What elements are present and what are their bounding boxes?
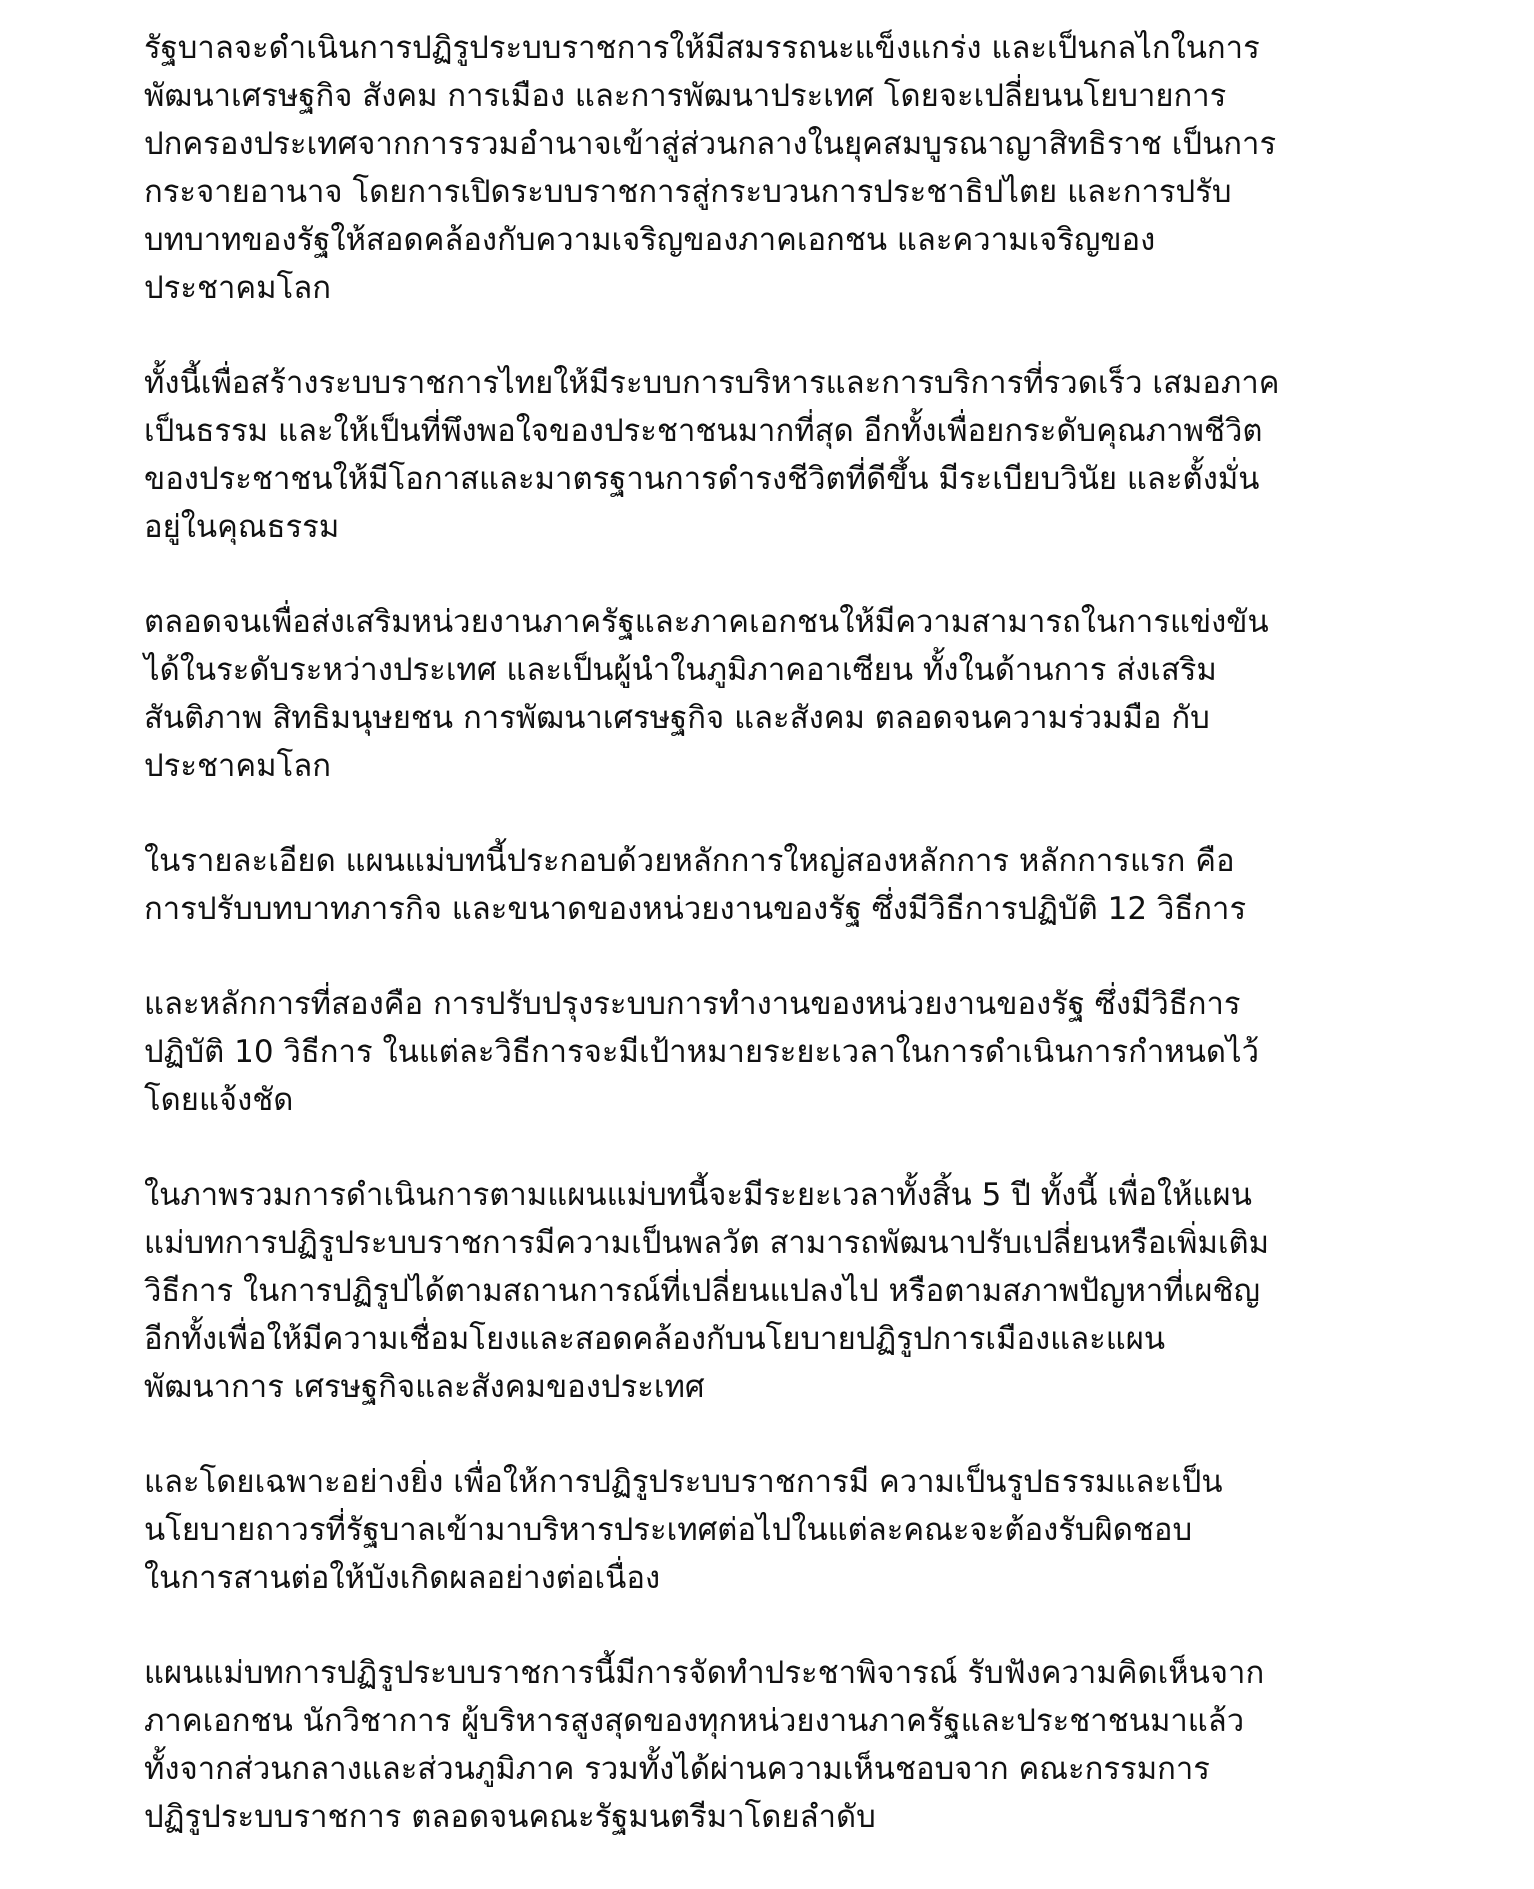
- text-line: ตลอดจนเพื่อส่งเสริมหน่วยงานภาครัฐและภาคเอกชนให้มีความสามารถในการแข่งขัน: [144, 604, 1269, 640]
- document-body: [144, 24, 1414, 1888]
- text-line: สันติภาพ สิทธิมนุษยชน การพัฒนาเศรษฐกิจ และสังคม ตลอดจนความร่วมมือ กับ: [144, 700, 1210, 736]
- text-line: ทั้งจากส่วนกลางและส่วนภูมิภาค รวมทั้งได้ผ่านความเห็นชอบจาก คณะกรรมการ: [144, 1751, 1210, 1787]
- text-line: ปฏิบัติ 10 วิธีการ ในแต่ละวิธีการจะมีเป้าหมายระยะเวลาในการดำเนินการกำหนดไว้: [144, 1034, 1260, 1070]
- text-line: รัฐบาลจะดำเนินการปฏิรูประบบราชการให้มีสมรรถนะแข็งแกร่ง และเป็นกลไกในการ: [144, 30, 1260, 66]
- text-line: การปรับบทบาทภารกิจ และขนาดของหน่วยงานของรัฐ ซึ่งมีวิธีการปฏิบัติ 12 วิธีการ: [144, 891, 1247, 927]
- paragraph: [144, 837, 1414, 933]
- text-line: อยู่ในคุณธรรม: [144, 509, 340, 545]
- text-line: แม่บทการปฏิรูประบบราชการมีความเป็นพลวัต สามารถพัฒนาปรับเปลี่ยนหรือเพิ่มเติม: [144, 1225, 1270, 1261]
- text-line: กระจายอานาจ โดยการเปิดระบบราชการสู่กระบวนการประชาธิปไตย และการปรับ: [144, 174, 1232, 210]
- paragraph: [144, 24, 1414, 312]
- text-line: ในการสานต่อให้บังเกิดผลอย่างต่อเนื่อง: [144, 1560, 661, 1596]
- text-line: บทบาทของรัฐให้สอดคล้องกับความเจริญของภาคเอกชน และความเจริญของ: [144, 222, 1156, 258]
- text-line: และหลักการที่สองคือ การปรับปรุงระบบการทำงานของหน่วยงานของรัฐ ซึ่งมีวิธีการ: [144, 986, 1241, 1022]
- text-line: ของประชาชนให้มีโอกาสและมาตรฐานการดำรงชีวิตที่ดีขึ้น มีระเบียบวินัย และตั้งมั่น: [144, 461, 1260, 497]
- text-line: และโดยเฉพาะอย่างยิ่ง เพื่อให้การปฏิรูประบบราชการมี ความเป็นรูปธรรมและเป็น: [144, 1464, 1223, 1500]
- text-line: ทั้งนี้เพื่อสร้างระบบราชการไทยให้มีระบบการบริหารและการบริการที่รวดเร็ว เสมอภาค: [144, 365, 1280, 401]
- text-line: ปฏิรูประบบราชการ ตลอดจนคณะรัฐมนตรีมาโดยลำดับ: [144, 1799, 876, 1835]
- text-line: พัฒนาการ เศรษฐกิจและสังคมของประเทศ: [144, 1369, 705, 1405]
- text-line: ประชาคมโลก: [144, 748, 332, 784]
- text-line: แผนแม่บทการปฏิรูประบบราชการนี้มีการจัดทำประชาพิจารณ์ รับฟังความคิดเห็นจาก: [144, 1655, 1265, 1691]
- text-line: ปกครองประเทศจากการรวมอำนาจเข้าสู่ส่วนกลางในยุคสมบูรณาญาสิทธิราช เป็นการ: [144, 126, 1277, 162]
- text-line: ในภาพรวมการดำเนินการตามแผนแม่บทนี้จะมีระยะเวลาทั้งสิ้น 5 ปี ทั้งนี้ เพื่อให้แผน: [144, 1177, 1252, 1213]
- text-line: นโยบายถาวรที่รัฐบาลเข้ามาบริหารประเทศต่อไปในแต่ละคณะจะต้องรับผิดชอบ: [144, 1512, 1193, 1548]
- paragraph: [144, 359, 1414, 551]
- text-line: พัฒนาเศรษฐกิจ สังคม การเมือง และการพัฒนาประเทศ โดยจะเปลี่ยนนโยบายการ: [144, 78, 1227, 114]
- paragraph: [144, 598, 1414, 790]
- paragraph: [144, 1458, 1414, 1602]
- text-line: ในรายละเอียด แผนแม่บทนี้ประกอบด้วยหลักการใหญ่สองหลักการ หลักการแรก คือ: [144, 843, 1235, 879]
- paragraph: [144, 980, 1414, 1124]
- paragraph: [144, 1171, 1414, 1411]
- text-line: ได้ในระดับระหว่างประเทศ และเป็นผู้นำในภูมิภาคอาเซียน ทั้งในด้านการ ส่งเสริม: [144, 652, 1217, 688]
- paragraph: [144, 1649, 1414, 1841]
- text-line: อีกทั้งเพื่อให้มีความเชื่อมโยงและสอดคล้องกับนโยบายปฏิรูปการเมืองและแผน: [144, 1321, 1166, 1357]
- text-line: เป็นธรรม และให้เป็นที่พึงพอใจของประชาชนมากที่สุด อีกทั้งเพื่อยกระดับคุณภาพชีวิต: [144, 413, 1263, 449]
- text-line: ภาคเอกชน นักวิชาการ ผู้บริหารสูงสุดของทุกหน่วยงานภาครัฐและประชาชนมาแล้ว: [144, 1703, 1245, 1739]
- text-line: ประชาคมโลก: [144, 270, 332, 306]
- text-line: โดยแจ้งชัด: [144, 1082, 294, 1118]
- text-line: วิธีการ ในการปฏิรูปได้ตามสถานการณ์ที่เปลี่ยนแปลงไป หรือตามสภาพปัญหาที่เผชิญ: [144, 1273, 1260, 1309]
